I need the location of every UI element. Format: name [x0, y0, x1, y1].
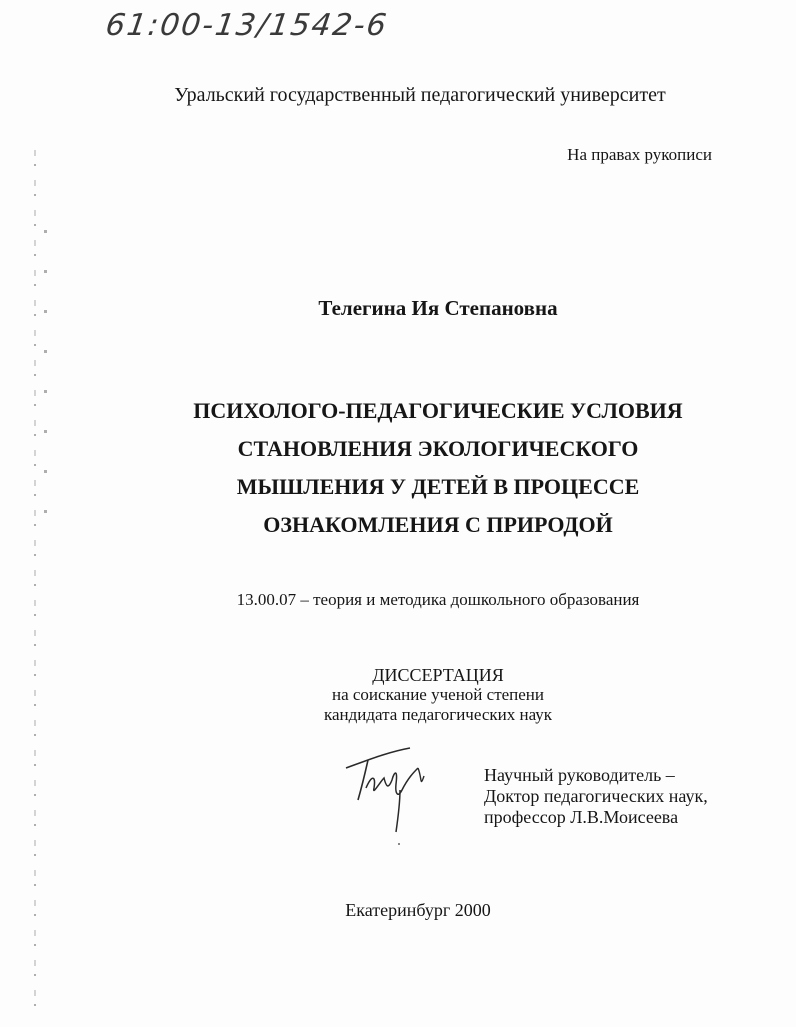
title-line: ОЗНАКОМЛЕНИЯ С ПРИРОДОЙ: [263, 512, 613, 537]
archive-mark: 61:00-13/1542-6: [103, 8, 391, 43]
degree-line-1: на соискание ученой степени: [331, 685, 545, 704]
scan-edge-artifact: [34, 150, 36, 1020]
supervisor-line-2: Доктор педагогических наук,: [484, 786, 708, 806]
scan-speck: [398, 843, 400, 845]
dissertation-block: [0, 665, 796, 725]
title-line: СТАНОВЛЕНИЯ ЭКОЛОГИЧЕСКОГО: [237, 436, 639, 461]
supervisor-line-3: профессор Л.В.Моисеева: [484, 807, 679, 827]
city-year: Екатеринбург 2000: [345, 900, 491, 920]
title-line: МЫШЛЕНИЯ У ДЕТЕЙ В ПРОЦЕССЕ: [236, 474, 640, 499]
dissertation-title: [0, 392, 796, 544]
degree-line-2: кандидата педагогических наук: [323, 705, 553, 724]
dissertation-heading: ДИССЕРТАЦИЯ: [372, 665, 504, 685]
university-name: Уральский государственный педагогический университет: [174, 84, 666, 106]
author-name: Телегина Ия Степановна: [318, 296, 558, 320]
title-line: ПСИХОЛОГО-ПЕДАГОГИЧЕСКИЕ УСЛОВИЯ: [193, 398, 683, 423]
supervisor-block: [484, 765, 708, 828]
specialty-code: 13.00.07 – теория и методика дошкольного образования: [236, 590, 640, 609]
supervisor-line-1: Научный руководитель –: [484, 765, 675, 785]
signature-icon: [338, 738, 438, 838]
manuscript-note: На правах рукописи: [567, 145, 712, 164]
